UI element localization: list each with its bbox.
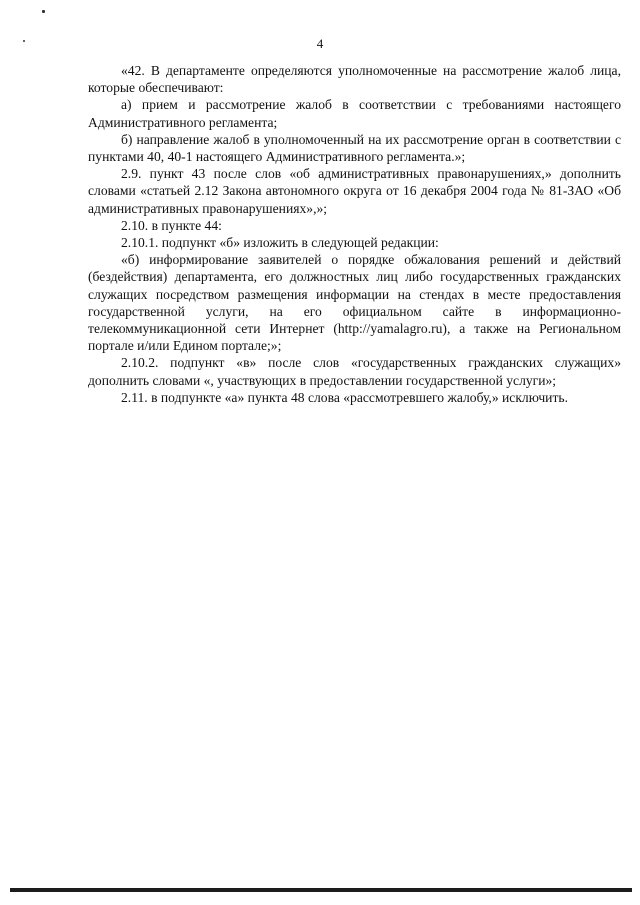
paragraph-42-a: а) прием и рассмотрение жалоб в соответствии с требованиями настоящего Административного регламента; [88, 97, 621, 130]
scan-artifact-dot [42, 10, 45, 13]
document-body [88, 62, 621, 406]
paragraph-2-10-1-b: «б) информирование заявителей о порядке обжалования решений и действий (бездействия) департамента, его должностных лиц либо государственных гражданских служащих посредством размещения информации на стендах в месте предоставления государственной услуги, на его официальном сайте в информационно-телекоммуникационной сети Интернет (http://yamalagro.ru), а также на Региональном портале и/или Едином портале;»; [88, 252, 621, 354]
page-number: 4 [316, 36, 324, 51]
paragraph-2-10-2: 2.10.2. подпункт «в» после слов «государственных гражданских служащих» дополнить словами «, участвующих в предоставлении государственной услуги»; [88, 355, 621, 388]
paragraph-2-9: 2.9. пункт 43 после слов «об административных правонарушениях,» дополнить словами «статьей 2.12 Закона автономного округа от 16 декабря 2004 года № 81-ЗАО «Об административных правонарушениях»,»; [88, 166, 621, 216]
paragraph-2-11: 2.11. в подпункте «а» пункта 48 слова «рассмотревшего жалобу,» исключить. [121, 389, 568, 405]
paragraph-2-10-1: 2.10.1. подпункт «б» изложить в следующей редакции: [121, 235, 439, 251]
paragraph-42-b: б) направление жалоб в уполномоченный на их рассмотрение орган в соответствии с пунктами 40, 40-1 настоящего Административного регламента.»; [88, 131, 621, 165]
paragraph-42-intro: «42. В департаменте определяются уполномоченные на рассмотрение жалоб лица, которые обеспечивают: [88, 63, 621, 96]
paragraph-2-10: 2.10. в пункте 44: [121, 217, 222, 233]
bottom-scan-edge [10, 888, 632, 892]
